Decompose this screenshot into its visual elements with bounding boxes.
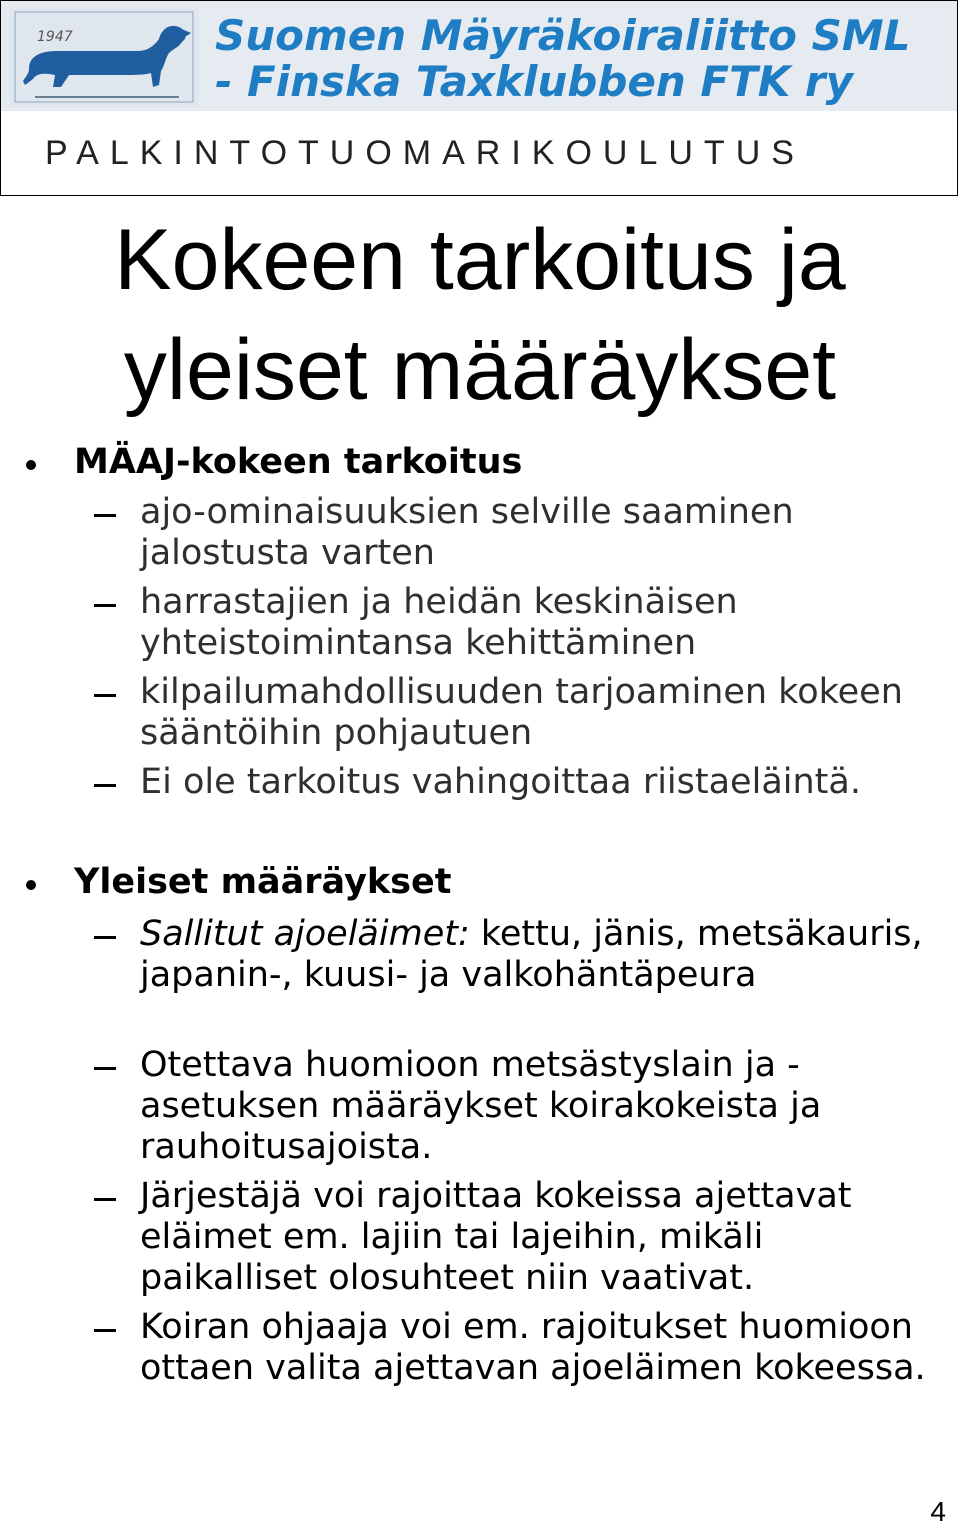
dash-icon (94, 694, 116, 697)
allowed-animals-label: Sallitut ajoeläimet: (140, 914, 470, 954)
dash-icon (94, 936, 116, 939)
dash-icon (94, 514, 116, 517)
list-item (0, 578, 960, 668)
bullet-icon (26, 460, 36, 470)
dash-icon (94, 1198, 116, 1201)
list-item (0, 488, 960, 578)
club-name-line1: Suomen Mäyräkoiraliitto SML (215, 11, 911, 60)
dash-icon (94, 1067, 116, 1070)
sub-list (0, 488, 960, 808)
page-number: 4 (930, 1496, 946, 1527)
list-item (0, 1041, 960, 1172)
list-item-text (140, 910, 950, 996)
logo-strip (1, 1, 957, 111)
list-item-text: ajo-ominaisuuksien selville saaminen jalostusta varten (140, 492, 794, 573)
sub-list (0, 910, 960, 1434)
list-item-text: kilpailumahdollisuuden tarjoaminen kokeen sääntöihin pohjautuen (140, 672, 903, 753)
header-banner (0, 0, 958, 196)
list-item-text: Otettava huomioon metsästyslain ja -asetuksen määräykset koirakokeista ja rauhoitusajoista. (140, 1045, 822, 1167)
slide-title (0, 205, 960, 425)
list-item (0, 1303, 960, 1434)
dachshund-logo (9, 7, 199, 107)
title-line: Kokeen tarkoitus ja (114, 212, 846, 308)
logo-year: 1947 (37, 29, 73, 45)
dash-icon (94, 1329, 116, 1332)
dash-icon (94, 784, 116, 787)
course-name: PALKINTOTUOMARIKOULUTUS (45, 134, 805, 172)
allowed-animals-text: kettu, jänis, metsäkauris, japanin-, kuusi- ja valkohäntäpeura (140, 914, 923, 995)
list-item-text: Koiran ohjaaja voi em. rajoitukset huomioon ottaen valita ajettavan ajoeläimen kokeessa. (140, 1307, 926, 1388)
list-item (0, 668, 960, 758)
bullet-icon (26, 880, 36, 890)
title-line: yleiset määräykset (123, 322, 837, 418)
list-item-text: harrastajien ja heidän keskinäisen yhteistoimintansa kehittäminen (140, 582, 738, 663)
section-heading: Yleiset määräykset (74, 862, 452, 902)
dash-icon (94, 604, 116, 607)
club-name-line2: - Finska Taxklubben FTK ry (215, 57, 853, 106)
list-item (0, 758, 960, 808)
list-item-text: Järjestäjä voi rajoittaa kokeissa ajettavat eläimet em. lajiin tai lajeihin, mikäli paikalliset olosuhteet niin vaativat. (140, 1176, 852, 1298)
section-heading: MÄAJ-kokeen tarkoitus (74, 442, 523, 482)
list-item (0, 910, 960, 1041)
list-item-text: Ei ole tarkoitus vahingoittaa riistaeläintä. (140, 762, 861, 802)
list-item (0, 1172, 960, 1303)
